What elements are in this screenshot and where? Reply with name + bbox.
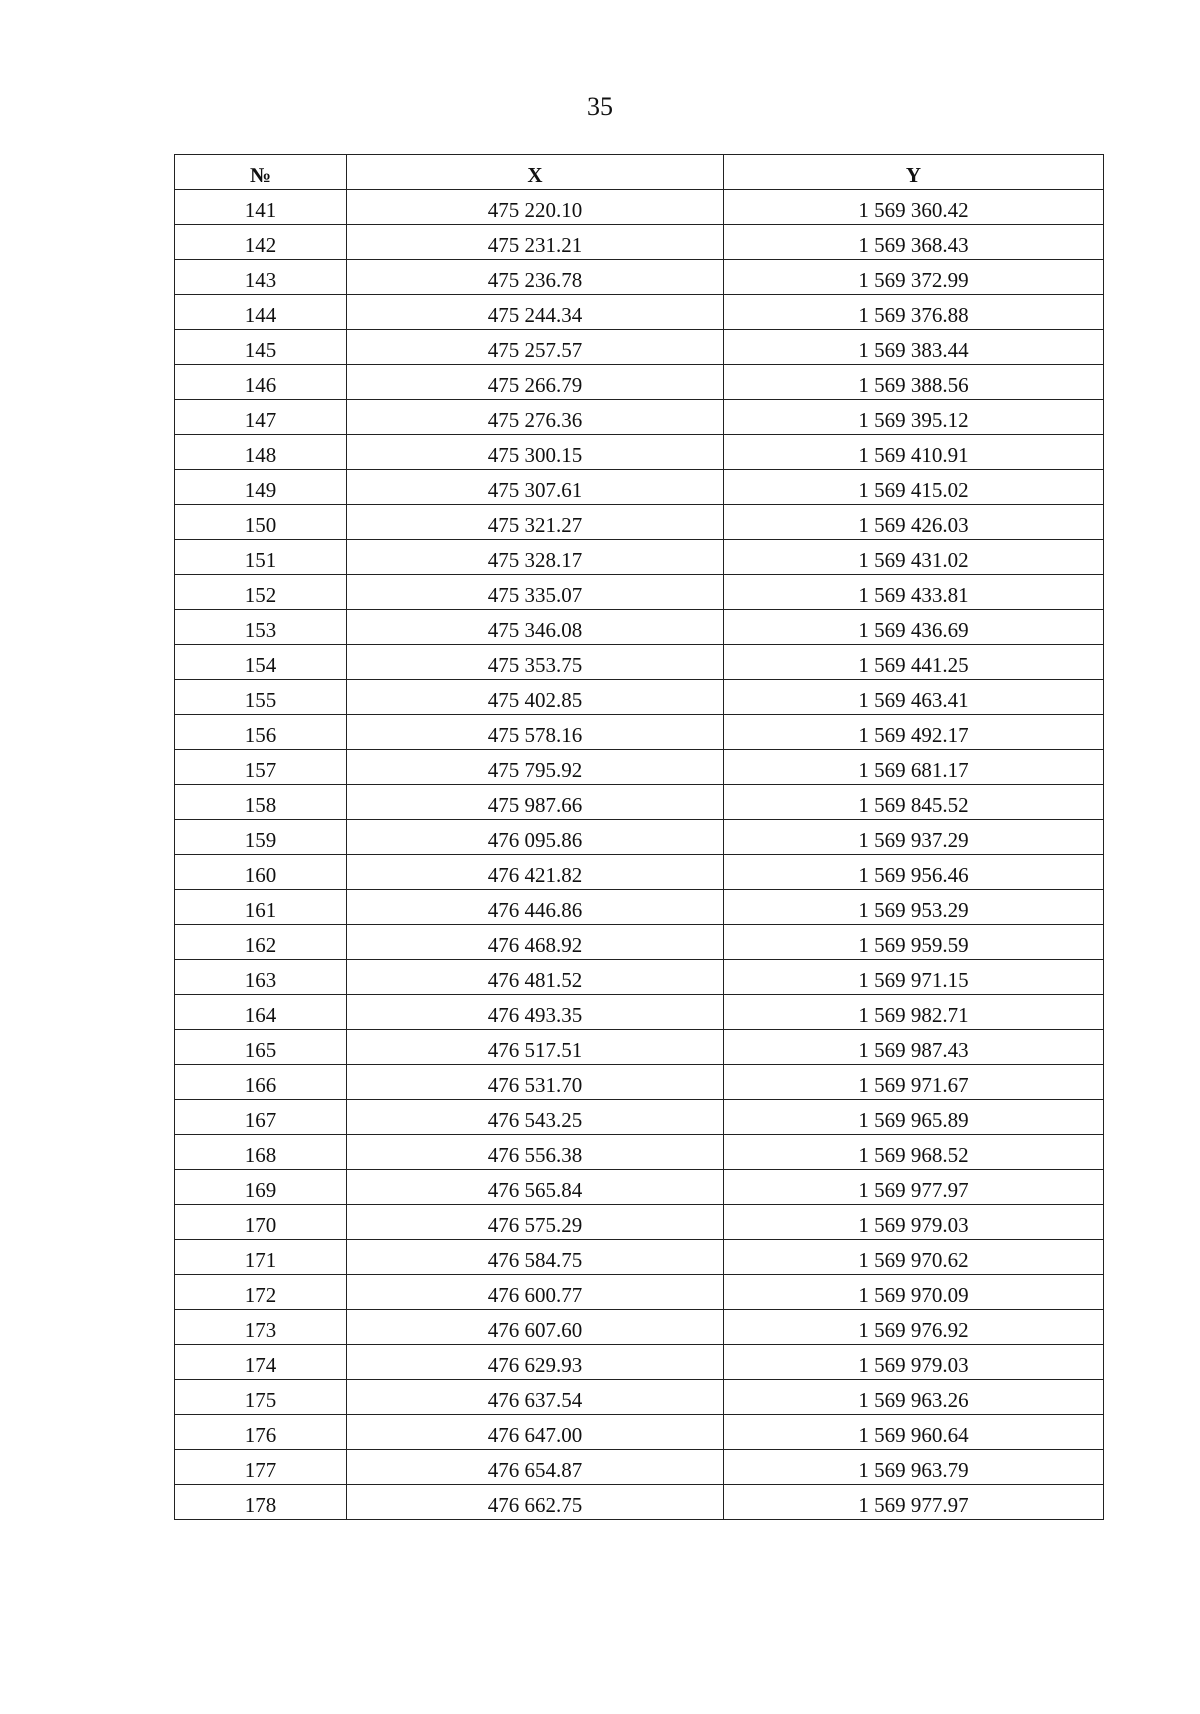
table-row — [175, 365, 1104, 400]
table-row — [175, 750, 1104, 785]
cell-x: 476 584.75 — [347, 1240, 724, 1275]
cell-x: 475 795.92 — [347, 750, 724, 785]
table-row — [175, 960, 1104, 995]
cell-number: 149 — [175, 470, 347, 505]
cell-y: 1 569 415.02 — [724, 470, 1104, 505]
page-number: 35 — [587, 92, 613, 121]
cell-x: 476 662.75 — [347, 1485, 724, 1520]
cell-number: 178 — [175, 1485, 347, 1520]
cell-number: 142 — [175, 225, 347, 260]
cell-number: 159 — [175, 820, 347, 855]
cell-x: 476 600.77 — [347, 1275, 724, 1310]
cell-number: 162 — [175, 925, 347, 960]
table-row — [175, 995, 1104, 1030]
cell-y: 1 569 977.97 — [724, 1170, 1104, 1205]
cell-number: 143 — [175, 260, 347, 295]
cell-number: 169 — [175, 1170, 347, 1205]
cell-y: 1 569 987.43 — [724, 1030, 1104, 1065]
table-row — [175, 785, 1104, 820]
table-row — [175, 470, 1104, 505]
table-row — [175, 1380, 1104, 1415]
cell-y: 1 569 963.26 — [724, 1380, 1104, 1415]
cell-number: 177 — [175, 1450, 347, 1485]
cell-number: 163 — [175, 960, 347, 995]
cell-y: 1 569 395.12 — [724, 400, 1104, 435]
cell-number: 171 — [175, 1240, 347, 1275]
cell-y: 1 569 410.91 — [724, 435, 1104, 470]
cell-y: 1 569 959.59 — [724, 925, 1104, 960]
cell-x: 476 575.29 — [347, 1205, 724, 1240]
cell-y: 1 569 970.09 — [724, 1275, 1104, 1310]
cell-x: 476 556.38 — [347, 1135, 724, 1170]
cell-y: 1 569 965.89 — [724, 1100, 1104, 1135]
cell-y: 1 569 979.03 — [724, 1345, 1104, 1380]
cell-number: 174 — [175, 1345, 347, 1380]
cell-y: 1 569 845.52 — [724, 785, 1104, 820]
cell-number: 167 — [175, 1100, 347, 1135]
cell-y: 1 569 971.67 — [724, 1065, 1104, 1100]
cell-x: 475 236.78 — [347, 260, 724, 295]
table-row — [175, 890, 1104, 925]
cell-x: 476 481.52 — [347, 960, 724, 995]
cell-x: 476 493.35 — [347, 995, 724, 1030]
cell-y: 1 569 463.41 — [724, 680, 1104, 715]
cell-x: 476 517.51 — [347, 1030, 724, 1065]
cell-x: 476 446.86 — [347, 890, 724, 925]
table-row — [175, 820, 1104, 855]
table-row — [175, 1345, 1104, 1380]
table-row — [175, 400, 1104, 435]
cell-x: 475 328.17 — [347, 540, 724, 575]
cell-x: 475 578.16 — [347, 715, 724, 750]
cell-number: 164 — [175, 995, 347, 1030]
cell-y: 1 569 368.43 — [724, 225, 1104, 260]
cell-number: 151 — [175, 540, 347, 575]
cell-x: 476 565.84 — [347, 1170, 724, 1205]
header-row — [175, 155, 1104, 190]
table-row — [175, 260, 1104, 295]
cell-number: 161 — [175, 890, 347, 925]
table-row — [175, 1170, 1104, 1205]
cell-number: 144 — [175, 295, 347, 330]
cell-number: 172 — [175, 1275, 347, 1310]
cell-number: 148 — [175, 435, 347, 470]
table-row — [175, 855, 1104, 890]
table-row — [175, 1030, 1104, 1065]
cell-x: 476 421.82 — [347, 855, 724, 890]
table-row — [175, 610, 1104, 645]
cell-x: 475 276.36 — [347, 400, 724, 435]
table-row — [175, 540, 1104, 575]
cell-number: 153 — [175, 610, 347, 645]
cell-x: 475 402.85 — [347, 680, 724, 715]
header-x: X — [347, 155, 724, 190]
cell-y: 1 569 971.15 — [724, 960, 1104, 995]
cell-y: 1 569 976.92 — [724, 1310, 1104, 1345]
cell-y: 1 569 953.29 — [724, 890, 1104, 925]
cell-number: 173 — [175, 1310, 347, 1345]
cell-number: 165 — [175, 1030, 347, 1065]
table-row — [175, 715, 1104, 750]
cell-number: 154 — [175, 645, 347, 680]
cell-y: 1 569 982.71 — [724, 995, 1104, 1030]
cell-y: 1 569 968.52 — [724, 1135, 1104, 1170]
cell-number: 147 — [175, 400, 347, 435]
cell-number: 150 — [175, 505, 347, 540]
cell-number: 176 — [175, 1415, 347, 1450]
cell-x: 475 335.07 — [347, 575, 724, 610]
cell-x: 476 654.87 — [347, 1450, 724, 1485]
cell-x: 476 607.60 — [347, 1310, 724, 1345]
cell-number: 145 — [175, 330, 347, 365]
cell-number: 170 — [175, 1205, 347, 1240]
table-row — [175, 1065, 1104, 1100]
cell-y: 1 569 426.03 — [724, 505, 1104, 540]
cell-number: 155 — [175, 680, 347, 715]
table-row — [175, 1485, 1104, 1520]
header-number: № — [175, 155, 347, 190]
table-row — [175, 1310, 1104, 1345]
cell-y: 1 569 956.46 — [724, 855, 1104, 890]
cell-x: 475 321.27 — [347, 505, 724, 540]
cell-x: 476 095.86 — [347, 820, 724, 855]
table-row — [175, 1205, 1104, 1240]
cell-x: 475 987.66 — [347, 785, 724, 820]
table-row — [175, 680, 1104, 715]
table-row — [175, 1135, 1104, 1170]
cell-y: 1 569 433.81 — [724, 575, 1104, 610]
cell-x: 475 220.10 — [347, 190, 724, 225]
cell-number: 168 — [175, 1135, 347, 1170]
table-row — [175, 505, 1104, 540]
table-body — [175, 190, 1104, 1520]
table-row — [175, 1450, 1104, 1485]
cell-y: 1 569 388.56 — [724, 365, 1104, 400]
cell-y: 1 569 970.62 — [724, 1240, 1104, 1275]
cell-x: 475 244.34 — [347, 295, 724, 330]
cell-y: 1 569 436.69 — [724, 610, 1104, 645]
cell-y: 1 569 960.64 — [724, 1415, 1104, 1450]
table-row — [175, 1100, 1104, 1135]
table-row — [175, 435, 1104, 470]
cell-x: 476 637.54 — [347, 1380, 724, 1415]
cell-y: 1 569 681.17 — [724, 750, 1104, 785]
cell-y: 1 569 376.88 — [724, 295, 1104, 330]
table-row — [175, 330, 1104, 365]
cell-y: 1 569 979.03 — [724, 1205, 1104, 1240]
cell-x: 476 543.25 — [347, 1100, 724, 1135]
cell-x: 475 307.61 — [347, 470, 724, 505]
cell-x: 475 346.08 — [347, 610, 724, 645]
table-header — [175, 155, 1104, 190]
cell-y: 1 569 937.29 — [724, 820, 1104, 855]
cell-x: 475 257.57 — [347, 330, 724, 365]
cell-x: 475 353.75 — [347, 645, 724, 680]
cell-y: 1 569 492.17 — [724, 715, 1104, 750]
cell-number: 158 — [175, 785, 347, 820]
header-y: Y — [724, 155, 1104, 190]
cell-y: 1 569 360.42 — [724, 190, 1104, 225]
coordinates-table — [174, 154, 1104, 1520]
table-row — [175, 575, 1104, 610]
table-row — [175, 225, 1104, 260]
table-row — [175, 925, 1104, 960]
cell-y: 1 569 963.79 — [724, 1450, 1104, 1485]
cell-number: 157 — [175, 750, 347, 785]
cell-y: 1 569 441.25 — [724, 645, 1104, 680]
cell-x: 475 300.15 — [347, 435, 724, 470]
cell-number: 166 — [175, 1065, 347, 1100]
table-row — [175, 190, 1104, 225]
table-row — [175, 1275, 1104, 1310]
cell-x: 476 629.93 — [347, 1345, 724, 1380]
cell-x: 476 531.70 — [347, 1065, 724, 1100]
cell-number: 141 — [175, 190, 347, 225]
cell-number: 156 — [175, 715, 347, 750]
cell-number: 152 — [175, 575, 347, 610]
table-row — [175, 1240, 1104, 1275]
cell-y: 1 569 383.44 — [724, 330, 1104, 365]
cell-x: 475 231.21 — [347, 225, 724, 260]
cell-x: 476 647.00 — [347, 1415, 724, 1450]
table-row — [175, 295, 1104, 330]
cell-x: 475 266.79 — [347, 365, 724, 400]
cell-number: 160 — [175, 855, 347, 890]
table-row — [175, 1415, 1104, 1450]
cell-number: 175 — [175, 1380, 347, 1415]
table-row — [175, 645, 1104, 680]
cell-y: 1 569 431.02 — [724, 540, 1104, 575]
cell-number: 146 — [175, 365, 347, 400]
cell-x: 476 468.92 — [347, 925, 724, 960]
cell-y: 1 569 372.99 — [724, 260, 1104, 295]
cell-y: 1 569 977.97 — [724, 1485, 1104, 1520]
